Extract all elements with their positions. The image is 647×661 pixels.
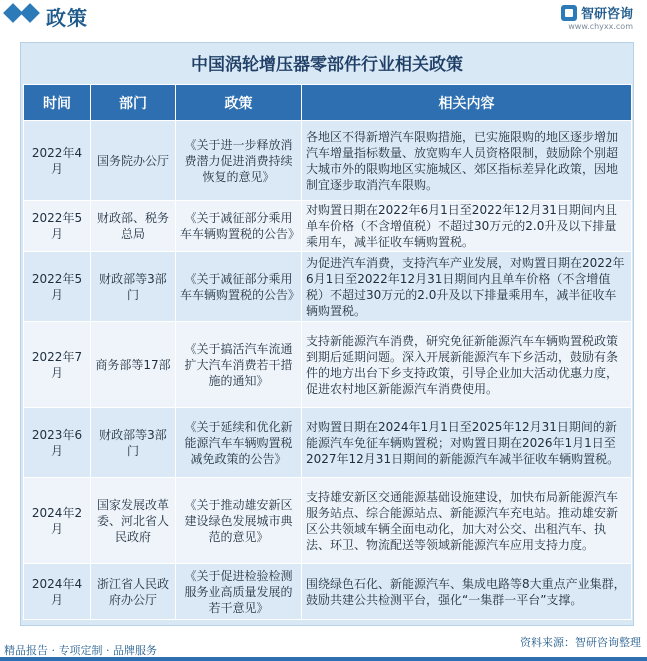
logo-icon: [561, 5, 577, 21]
table-row: [24, 408, 632, 478]
cell-time: 2022年5月: [24, 252, 91, 322]
cell-dept: 商务部等17部: [91, 322, 176, 408]
cell-policy: 《关于进一步释放消费潜力促进消费持续恢复的意见》: [176, 121, 302, 201]
cell-time: 2022年7月: [24, 322, 91, 408]
cell-time: 2024年4月: [24, 564, 91, 620]
cell-content: 支持雄安新区交通能源基础设施建设，加快布局新能源汽车服务站点、综合能源站点、新能源汽车充电站。推动雄安新区公共领域车辆全面电动化，加大对公交、出租汽车、执法、环卫、物流配送等领域新能源汽车应用支持力度。: [302, 478, 632, 564]
footer-tagline: 精品报告 · 专项定制 · 品牌服务: [4, 644, 157, 657]
cell-time: 2022年5月: [24, 201, 91, 252]
cell-time: 2023年6月: [24, 408, 91, 478]
table-title: 中国涡轮增压器零部件行业相关政策: [191, 55, 463, 75]
table-row: [24, 252, 632, 322]
logo-url: www.chyxx.com: [568, 22, 633, 31]
cell-content: 对购置日期在2022年6月1日至2022年12月31日期间内且单车价格（不含增值税）不超过30万元的2.0升及以下排量乘用车，减半征收车辆购置税。: [302, 201, 632, 252]
policy-table: [23, 84, 632, 620]
table-row: [24, 201, 632, 252]
cell-content: 为促进汽车消费，支持汽车产业发展，对购置日期在2022年6月1日至2022年12月31日期间内且单车价格（不含增值税）不超过30万元的2.0升及以下排量乘用车，减半征收车辆购置税。: [302, 252, 632, 322]
section-title: 政策: [46, 6, 88, 30]
cell-dept: 国务院办公厅: [91, 121, 176, 201]
cell-policy: 《关于减征部分乘用车车辆购置税的公告》: [176, 201, 302, 252]
logo-text: 智研咨询: [580, 7, 633, 22]
cell-dept: 浙江省人民政府办公厅: [91, 564, 176, 620]
cell-policy: 《关于促进检验检测服务业高质量发展的若干意见》: [176, 564, 302, 620]
table-row: [24, 121, 632, 201]
cell-time: 2022年4月: [24, 121, 91, 201]
table-row: [24, 322, 632, 408]
table-row: [24, 564, 632, 620]
top-header: [0, 0, 647, 30]
cell-dept: 财政部等3部门: [91, 252, 176, 322]
cell-dept: 国家发展改革委、河北省人民政府: [91, 478, 176, 564]
brand-logo: [561, 3, 633, 22]
cell-policy: 《关于延续和优化新能源汽车车辆购置税减免政策的公告》: [176, 408, 302, 478]
cell-content: 围绕绿色石化、新能源汽车、集成电路等8大重点产业集群，鼓励共建公共检测平台，强化“一集群一平台”支撑。: [302, 564, 632, 620]
cell-policy: 《关于推动雄安新区建设绿色发展城市典范的意见》: [176, 478, 302, 564]
cell-policy: 《关于减征部分乘用车车辆购置税的公告》: [176, 252, 302, 322]
column-header-time: 时间: [24, 85, 91, 121]
cell-content: 支持新能源汽车消费，研究免征新能源汽车车辆购置税政策到期后延期问题。深入开展新能源汽车下乡活动，鼓励有条件的地方出台下乡支持政策，引导企业加大活动优惠力度，促进农村地区新能源汽车消费使用。: [302, 322, 632, 408]
cell-dept: 财政部、税务总局: [91, 201, 176, 252]
table-header-row: [24, 85, 632, 121]
column-header-policy: 政策: [176, 85, 302, 121]
cell-content: 各地区不得新增汽车限购措施，已实施限购的地区逐步增加汽车增量指标数量、放宽购车人员资格限制，鼓励除个别超大城市外的限购地区实施城区、郊区指标差异化政策，因地制宜逐步取消汽车限购。: [302, 121, 632, 201]
cell-dept: 财政部等3部门: [91, 408, 176, 478]
cell-time: 2024年2月: [24, 478, 91, 564]
page-footer: [0, 632, 647, 661]
table-row: [24, 478, 632, 564]
cell-content: 对购置日期在2024年1月1日至2025年12月31日期间的新能源汽车免征车辆购置税；对购置日期在2026年1月1日至2027年12月31日期间的新能源汽车减半征收车辆购置税。: [302, 408, 632, 478]
footer-divider: [0, 657, 647, 661]
cell-policy: 《关于搞活汽车流通扩大汽车消费若干措施的通知》: [176, 322, 302, 408]
data-source: 资料来源：智研咨询整理: [520, 636, 641, 649]
column-header-dept: 部门: [91, 85, 176, 121]
column-header-content: 相关内容: [302, 85, 632, 121]
diamond-icon: [20, 3, 40, 23]
